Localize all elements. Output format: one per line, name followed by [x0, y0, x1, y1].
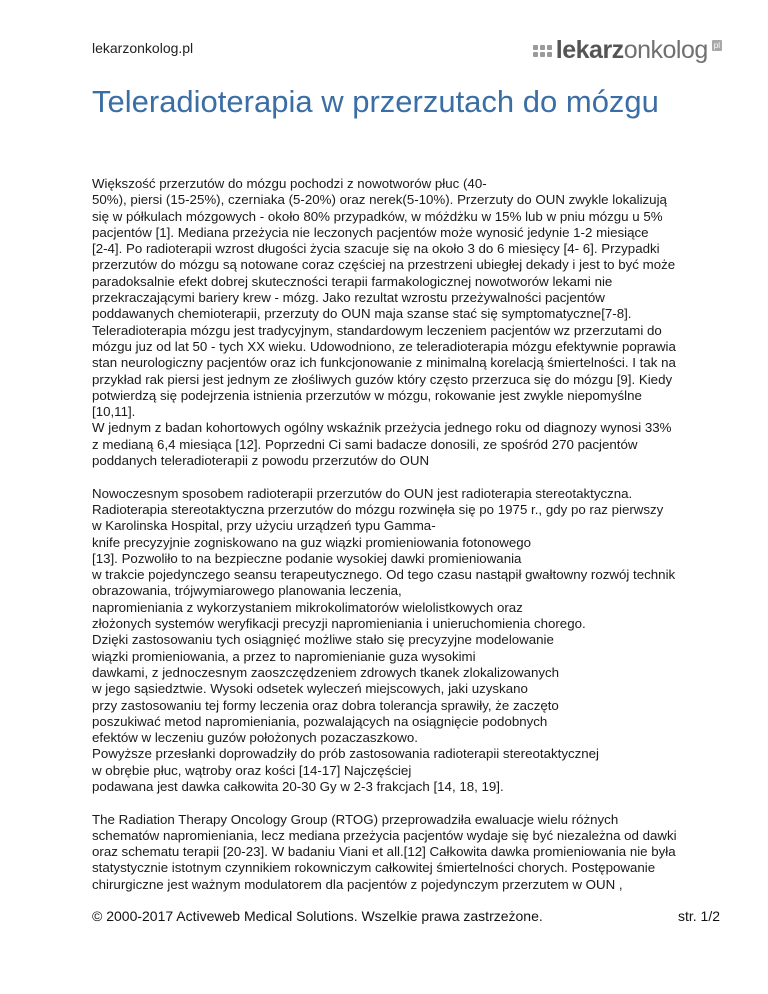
text-line: obrazowania, trójwymiarowego planowania leczenia, — [92, 583, 402, 599]
text-line: schematów napromieniania, lecz mediana przeżycia pacjentów wydaje się być niezależna od dawki — [92, 827, 677, 843]
text-line: Większość przerzutów do mózgu pochodzi z nowotworów płuc (40- — [92, 176, 487, 191]
text-line: podawana jest dawka całkowita 20-30 Gy w 2-3 frakcjach [14, 18, 19]. — [92, 778, 504, 794]
logo-badge: pl — [713, 41, 720, 50]
text-line: przykład rak piersi jest jednym ze złośliwych guzów który często przerzuca się do mózgu [9]. Kiedy — [92, 371, 673, 387]
site-url[interactable]: lekarzonkolog.pl — [92, 40, 194, 56]
text-line: oraz schematu terapii [20-23]. W badaniu Viani et all.[12] Całkowita dawka promieniowania nie była — [92, 844, 676, 860]
text-line: Nowoczesnym sposobem radioterapii przerzutów do OUN jest radioterapia stereotaktyczna. — [92, 485, 633, 501]
text-line: poddawanych chemioterapii, przerzuty do OUN maja szanse stać się symptomatyczne[7-8]. — [92, 306, 632, 322]
text-line: poszukiwać metod napromieniania, pozwalających na osiągnięcie podobnych — [92, 713, 548, 729]
text-line: w obrębie płuc, wątroby oraz kości [14-17] Najczęściej — [92, 762, 412, 778]
text-line: efektów w leczeniu guzów położonych pozaczaszkowo. — [92, 730, 418, 746]
text-line: [13]. Pozwoliło to na bezpieczne podanie wysokiej dawki promieniowania — [92, 550, 522, 566]
article-paragraph — [92, 812, 718, 893]
text-line: przy zastosowaniu tej formy leczenia oraz dobra tolerancja sprawiły, że zaczęto — [92, 697, 559, 713]
text-line: stan neurologiczny pacjentów oraz ich funkcjonowanie z minimalną korelacją śmiertelności. I tak na — [92, 355, 676, 371]
article-paragraph — [92, 176, 718, 469]
text-line: Radioterapia stereotaktyczna przerzutów do mózgu rozwinęła się po 1975 r., gdy po raz pierwszy — [92, 501, 664, 517]
text-line: 50%), piersi (15-25%), czerniaka (5-20%) oraz nerek(5-10%). Przerzuty do OUN zwykle lokalizują — [92, 192, 667, 208]
text-line: złożonych systemów weryfikacji precyzji napromieniania i unieruchomienia chorego. — [92, 616, 586, 632]
text-line: się w półkulach mózgowych - około 80% przypadków, w móżdżku w 15% lub w pniu mózgu u 5% — [92, 208, 663, 224]
logo-dots-icon — [533, 45, 552, 57]
text-line: Powyższe przesłanki doprowadziły do prób zastosowania radioterapii stereotaktycznej — [92, 746, 600, 762]
text-line: wiązki promieniowania, a przez to napromienianie guza wysokimi — [92, 648, 476, 664]
article-body — [92, 176, 718, 909]
text-line: statystycznie istotnym czynnikiem rokowniczym całkowitej śmiertelności chorych. Postępowanie — [92, 860, 656, 876]
text-line: [10,11]. — [92, 404, 136, 420]
text-line: mózgu juz od lat 50 - tych XX wieku. Udowodniono, ze teleradioterapia mózgu efektywnie poprawia — [92, 338, 676, 354]
text-line: [2-4]. Po radioterapii wzrost długości życia szacuje się na około 3 do 6 miesięcy [4- 6]. Przypadki — [92, 241, 660, 257]
text-line: w trakcie pojedynczego seansu terapeutycznego. Od tego czasu nastąpił gwałtowny rozwój technik — [92, 567, 676, 583]
text-line: W jednym z badan kohortowych ogólny wskaźnik przeżycia jednego roku od diagnozy wynosi 33% — [92, 420, 672, 436]
text-line: knife precyzyjnie zogniskowano na guz wiązki promieniowania fotonowego — [92, 534, 532, 550]
logo-text-light: onkolog — [623, 36, 708, 64]
text-line: poddanych teleradioterapii z powodu przerzutów do OUN — [92, 453, 430, 469]
logo-text — [556, 38, 708, 63]
text-line: The Radiation Therapy Oncology Group (RTOG) przeprowadziła ewaluacje wielu różnych — [92, 811, 619, 827]
text-line: Teleradioterapia mózgu jest tradycyjnym, standardowym leczeniem pacjentów wz przerzutami do — [92, 322, 662, 338]
text-line: pacjentów [1]. Mediana przeżycia nie leczonych pacjentów może wynosić jedynie 1-2 miesiące — [92, 224, 649, 240]
page-number: str. 1/2 — [677, 908, 720, 924]
text-line: w jego sąsiedztwie. Wysoki odsetek wyleczeń miejscowych, jaki uzyskano — [92, 681, 528, 697]
page-title: Teleradioterapia w przerzutach do mózgu — [92, 84, 659, 119]
text-line: napromieniania z wykorzystaniem mikrokolimatorów wielolistkowych oraz — [92, 599, 523, 615]
text-line: przekraczającymi bariery krew - mózg. Jako rezultat wzrostu przeżywalności pacjentów — [92, 290, 605, 306]
text-line: chirurgiczne jest ważnym modulatorem dla pacjentów z pojedynczym przerzutem w OUN , — [92, 876, 623, 892]
text-line: paradoksalnie efekt dobrej skuteczności terapii farmakologicznej nowotworów lekami nie — [92, 273, 613, 289]
article-paragraph — [92, 486, 718, 796]
text-line: dawkami, z jednoczesnym zaoszczędzeniem zdrowych tkanek zlokalizowanych — [92, 664, 560, 680]
copyright-text: © 2000-2017 Activeweb Medical Solutions. Wszelkie prawa zastrzeżone. — [92, 908, 543, 924]
text-line: potwierdzą się podejrzenia istnienia przerzutów w mózgu, rokowanie jest zwykle niepomyślne — [92, 387, 642, 403]
logo-text-bold: lekarz — [555, 36, 624, 64]
text-line: Dzięki zastosowaniu tych osiągnięć możliwe stało się precyzyjne modelowanie — [92, 632, 554, 648]
site-logo[interactable] — [533, 38, 722, 63]
page-footer — [92, 908, 720, 924]
text-line: w Karolinska Hospital, przy użyciu urządzeń typu Gamma- — [92, 518, 436, 534]
text-line: z medianą 6,4 miesiąca [12]. Poprzedni Ci sami badacze donosili, ze spośród 270 pacjentów — [92, 436, 638, 452]
text-line: przerzutów do mózgu są notowane coraz częściej na przestrzeni ubiegłej dekady i jest to być może — [92, 257, 676, 273]
